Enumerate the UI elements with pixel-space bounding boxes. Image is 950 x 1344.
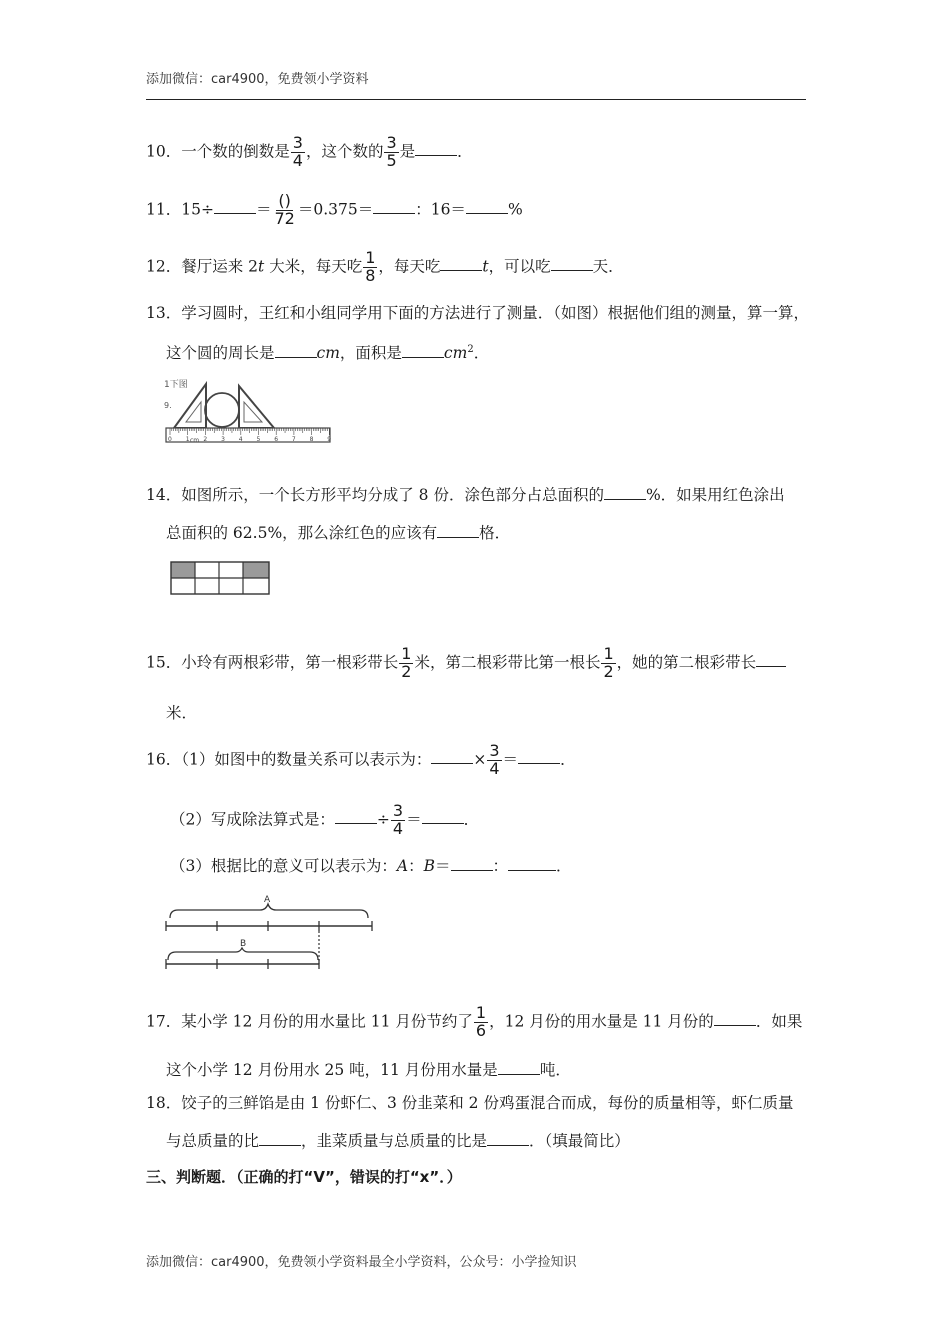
section-title: 三、判断题．（正确的打“V”，错误的打“x”．） (146, 1168, 462, 1186)
text: 餐厅运来 2 (181, 257, 259, 276)
text: 学习圆时，王红和小组同学用下面的方法进行了测量．（如图）根据他们组的测量，算一算， (181, 304, 809, 322)
answer-blank[interactable] (437, 525, 479, 538)
unit-t: t (482, 257, 489, 276)
question-15-line2 (166, 706, 197, 722)
answer-blank[interactable] (259, 1133, 301, 1146)
answer-blank[interactable] (508, 858, 556, 871)
text: ＝ (255, 200, 272, 219)
text: 米． (166, 704, 198, 722)
question-number: 15． (146, 653, 182, 672)
answer-blank[interactable] (214, 201, 256, 214)
text: 天． (592, 257, 624, 276)
operator: ＝ (434, 857, 451, 875)
text: ． (463, 810, 480, 829)
answer-blank[interactable] (335, 811, 377, 824)
ruler-number: 3 (221, 436, 225, 443)
text: 格． (479, 524, 511, 542)
answer-blank[interactable] (451, 858, 493, 871)
ruler-unit: cm (190, 437, 200, 444)
numerator: 1 (603, 644, 614, 663)
figure-label: 9. (164, 401, 172, 410)
text: ． (556, 857, 572, 875)
variable-b: B (423, 857, 435, 875)
fraction-3-5 (384, 135, 398, 170)
text: ．（填最简比） (529, 1132, 630, 1150)
text: 某小学 12 月份的用水量比 11 月份节约了 (181, 1012, 473, 1031)
question-16-part3 (170, 858, 572, 875)
question-number: 16． (146, 750, 182, 769)
text: ，她的第二根彩带长 (616, 653, 757, 672)
numerator: 1 (475, 1003, 487, 1022)
text: ，面积是 (339, 344, 402, 363)
text: 米，第二根彩带比第一根长 (414, 653, 601, 672)
answer-blank[interactable] (551, 258, 593, 271)
text: 饺子的三鲜馅是由 1 份虾仁、3 份韭菜和 2 份鸡蛋混合而成，每份的质量相等，虾仁质量 (181, 1094, 794, 1112)
ruler-number: 8 (309, 436, 314, 443)
ruler-number: 4 (238, 436, 243, 443)
exponent: 2 (467, 344, 474, 355)
text: （2）写成除法算式是： (170, 810, 335, 829)
denominator: 4 (392, 818, 404, 838)
text: ，韭菜质量与总质量的比是 (301, 1132, 488, 1150)
unit-cm: cm (443, 344, 468, 363)
answer-blank[interactable] (440, 258, 482, 271)
question-15 (146, 646, 786, 681)
ruler-number: 5 (256, 436, 261, 443)
ruler-number: 9 (327, 436, 332, 443)
circle (205, 393, 239, 427)
fraction-1-8 (363, 250, 377, 285)
operator: ÷ (376, 810, 390, 829)
question-17-line2 (166, 1062, 571, 1079)
text: ，12 月份的用水量是 11 月份的 (489, 1012, 714, 1031)
question-10 (146, 135, 473, 170)
label-b: B (240, 939, 247, 949)
fraction-3-4 (291, 135, 305, 170)
question-number: 14． (146, 486, 182, 504)
numerator: () (278, 191, 291, 210)
text: ，可以吃 (488, 257, 551, 276)
text: ： (492, 857, 509, 875)
variable-a: A (396, 857, 409, 875)
denominator: 8 (365, 265, 376, 285)
answer-blank[interactable] (422, 811, 464, 824)
fraction-3-4 (487, 743, 501, 778)
answer-blank[interactable] (518, 751, 560, 764)
unit-t: t (258, 257, 265, 276)
fraction-1-2 (399, 646, 413, 681)
ruler-number: 0 (168, 436, 172, 443)
text: ． (457, 142, 473, 161)
answer-blank[interactable] (275, 345, 317, 358)
question-number: 18． (146, 1094, 182, 1112)
answer-blank[interactable] (402, 345, 444, 358)
question-number: 11． (146, 200, 182, 219)
question-17 (146, 1005, 802, 1040)
numerator: 1 (401, 644, 412, 663)
answer-blank[interactable] (756, 654, 786, 667)
text: ．如果 (755, 1012, 803, 1031)
text: ． (560, 750, 576, 769)
answer-blank[interactable] (373, 201, 415, 214)
brace-a (170, 904, 368, 918)
grid-rectangle-figure (170, 561, 272, 597)
label-a: A (264, 895, 271, 905)
question-18 (146, 1096, 793, 1112)
text: ，这个数的 (305, 142, 384, 161)
text: 15÷ (181, 200, 214, 219)
text: %．如果用红色涂出 (645, 486, 785, 504)
ruler-number: 7 (291, 436, 296, 443)
denominator: 5 (386, 150, 397, 170)
question-14 (146, 487, 785, 504)
ruler-triangle-circle-figure (162, 376, 334, 446)
text: ，每天吃 (378, 257, 441, 276)
ruler-number: 6 (274, 436, 279, 443)
fraction-1-2 (601, 646, 615, 681)
question-number: 13． (146, 304, 182, 322)
denominator: 4 (489, 758, 500, 778)
text: 这个圆的周长是 (166, 344, 275, 363)
answer-blank[interactable] (604, 487, 646, 500)
question-number: 12． (146, 257, 182, 276)
question-12 (146, 250, 624, 285)
numerator: 3 (392, 801, 404, 820)
text: 这个小学 12 月份用水 25 吨，11 月份用水量是 (166, 1061, 498, 1079)
question-11 (146, 193, 523, 228)
unit-cm: cm (316, 344, 340, 363)
answer-blank[interactable] (466, 201, 508, 214)
answer-blank[interactable] (498, 1062, 540, 1075)
left-triangle-inner (186, 402, 201, 422)
shaded-cell (171, 562, 195, 578)
answer-blank[interactable] (415, 143, 457, 156)
question-13 (146, 306, 809, 322)
text: 是 (399, 142, 416, 161)
text: （1）如图中的数量关系可以表示为： (181, 750, 432, 769)
page-footer: 添加微信：car4900，免费领小学资料最全小学资料，公众号：小学捡知识 (146, 1255, 577, 1270)
right-triangle-inner (244, 402, 262, 422)
denominator: 2 (603, 661, 614, 681)
denominator: 2 (401, 661, 412, 681)
text: 吨． (539, 1061, 571, 1079)
ruler-number: 2 (203, 436, 208, 443)
question-16-part2 (170, 803, 479, 838)
question-14-line2 (166, 525, 510, 542)
numerator: 3 (386, 133, 397, 152)
question-number: 17． (146, 1012, 182, 1031)
answer-blank[interactable] (431, 751, 473, 764)
denominator: 6 (475, 1020, 487, 1040)
fraction-blank-72 (272, 193, 296, 228)
fraction-3-4 (391, 803, 405, 838)
answer-blank[interactable] (487, 1133, 529, 1146)
text: 大米，每天吃 (264, 257, 363, 276)
brace-b (168, 948, 318, 960)
text: ：16＝ (415, 200, 466, 219)
denominator: 72 (274, 208, 295, 228)
question-18-line2 (166, 1133, 630, 1150)
numerator: 1 (365, 248, 376, 267)
denominator: 4 (292, 150, 303, 170)
answer-blank[interactable] (714, 1013, 756, 1026)
segment-diagram (160, 888, 376, 974)
numerator: 3 (489, 741, 500, 760)
operator: × (473, 750, 487, 769)
numerator: 3 (292, 133, 303, 152)
page-header: 添加微信：car4900，免费领小学资料 (146, 72, 369, 87)
text: ＝0.375＝ (297, 200, 374, 219)
fraction-1-6 (474, 1005, 488, 1040)
question-13-line2 (166, 345, 489, 362)
text: 与总质量的比 (166, 1132, 260, 1150)
header-divider (146, 99, 806, 100)
text: （3）根据比的意义可以表示为： (170, 857, 397, 875)
operator: ＝ (502, 750, 519, 769)
text: % (507, 200, 523, 219)
text: 总面积的 62.5%，那么涂红色的应该有 (166, 524, 438, 542)
text: 一个数的倒数是 (181, 142, 290, 161)
operator: ＝ (406, 810, 422, 829)
text: ． (473, 344, 490, 363)
text: 如图所示，一个长方形平均分成了 8 份．涂色部分占总面积的 (181, 486, 604, 504)
shaded-cell (243, 562, 269, 578)
text: ： (408, 857, 424, 875)
ruler-number: 1 (185, 436, 190, 443)
text: 小玲有两根彩带，第一根彩带长 (181, 653, 399, 672)
question-number: 10． (146, 142, 182, 161)
question-16-part1 (146, 743, 576, 778)
figure-label: 1下图 (164, 380, 188, 390)
